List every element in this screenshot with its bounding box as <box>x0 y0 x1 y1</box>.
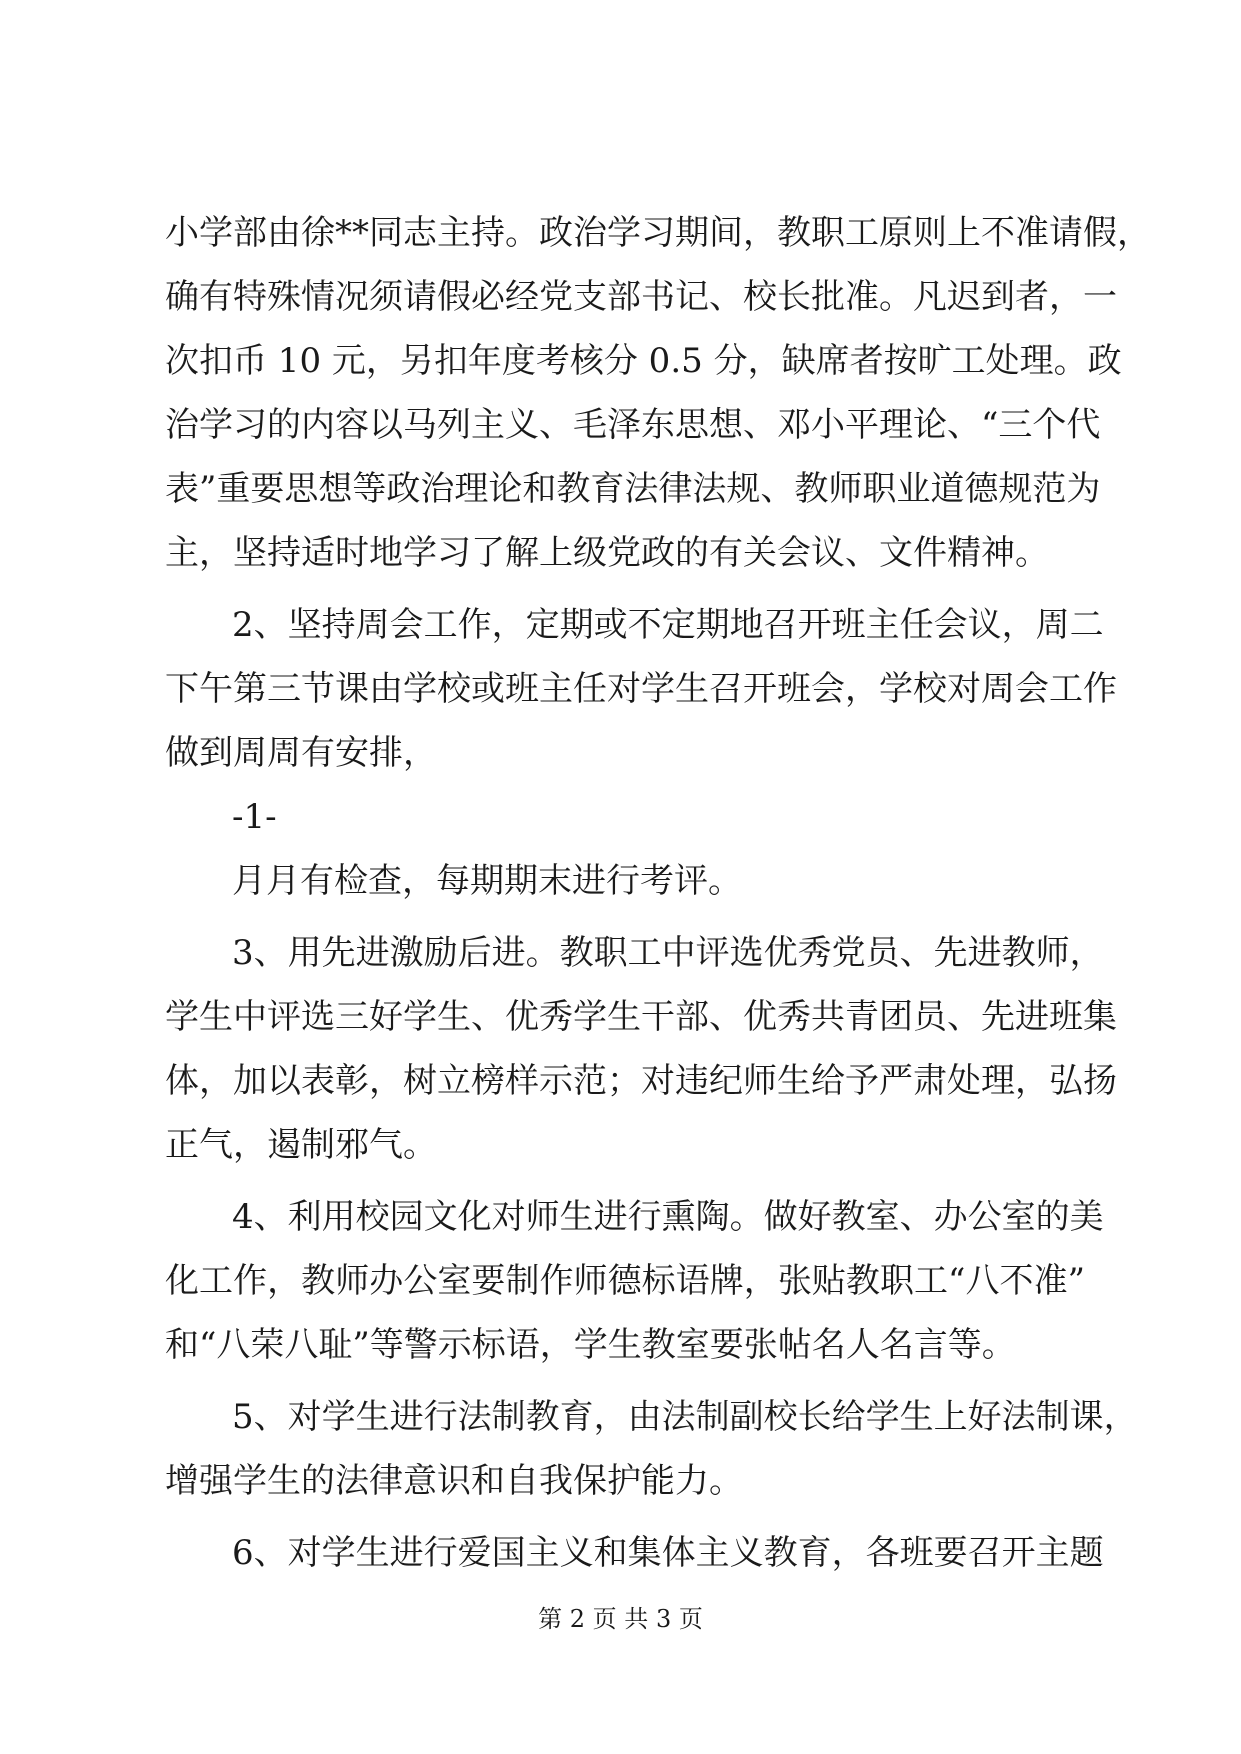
body-line: 确有特殊情况须请假必经党支部书记、校长批准。凡迟到者，一 <box>165 277 1117 317</box>
body-line: 2、坚持周会工作，定期或不定期地召开班主任会议，周二 <box>232 605 1104 645</box>
body-line: 4、利用校园文化对师生进行熏陶。做好教室、办公室的美 <box>232 1197 1104 1237</box>
body-line: 学生中评选三好学生、优秀学生干部、优秀共青团员、先进班集 <box>165 997 1117 1037</box>
body-line: 增强学生的法律意识和自我保护能力。 <box>165 1461 743 1501</box>
body-line: 治学习的内容以马列主义、毛泽东思想、邓小平理论、“三个代 <box>165 405 1101 445</box>
body-line: 次扣币 10 元，另扣年度考核分 0.5 分，缺席者按旷工处理。政 <box>165 341 1122 381</box>
body-line: 表”重要思想等政治理论和教育法律法规、教师职业道德规范为 <box>165 469 1101 509</box>
body-line: 5、对学生进行法制教育，由法制副校长给学生上好法制课， <box>232 1397 1138 1437</box>
body-line: 6、对学生进行爱国主义和集体主义教育，各班要召开主题 <box>232 1533 1104 1573</box>
body-line: 月月有检查，每期期末进行考评。 <box>232 861 742 901</box>
page-footer: 第 2 页 共 3 页 <box>538 1605 703 1633</box>
body-line: 下午第三节课由学校或班主任对学生召开班会，学校对周会工作 <box>165 669 1117 709</box>
inline-page-number: -1- <box>232 797 277 837</box>
body-line: 3、用先进激励后进。教职工中评选优秀党员、先进教师， <box>232 933 1104 973</box>
body-line: 小学部由徐**同志主持。政治学习期间，教职工原则上不准请假， <box>165 213 1151 253</box>
body-line: 化工作，教师办公室要制作师德标语牌，张贴教职工“八不准” <box>165 1261 1085 1301</box>
body-line: 做到周周有安排， <box>165 733 437 773</box>
body-line: 正气，遏制邪气。 <box>165 1125 437 1165</box>
body-line: 主，坚持适时地学习了解上级党政的有关会议、文件精神。 <box>165 533 1049 573</box>
body-line: 体，加以表彰，树立榜样示范；对违纪师生给予严肃处理，弘扬 <box>165 1061 1117 1101</box>
body-line: 和“八荣八耻”等警示标语，学生教室要张帖名人名言等。 <box>165 1325 1016 1365</box>
